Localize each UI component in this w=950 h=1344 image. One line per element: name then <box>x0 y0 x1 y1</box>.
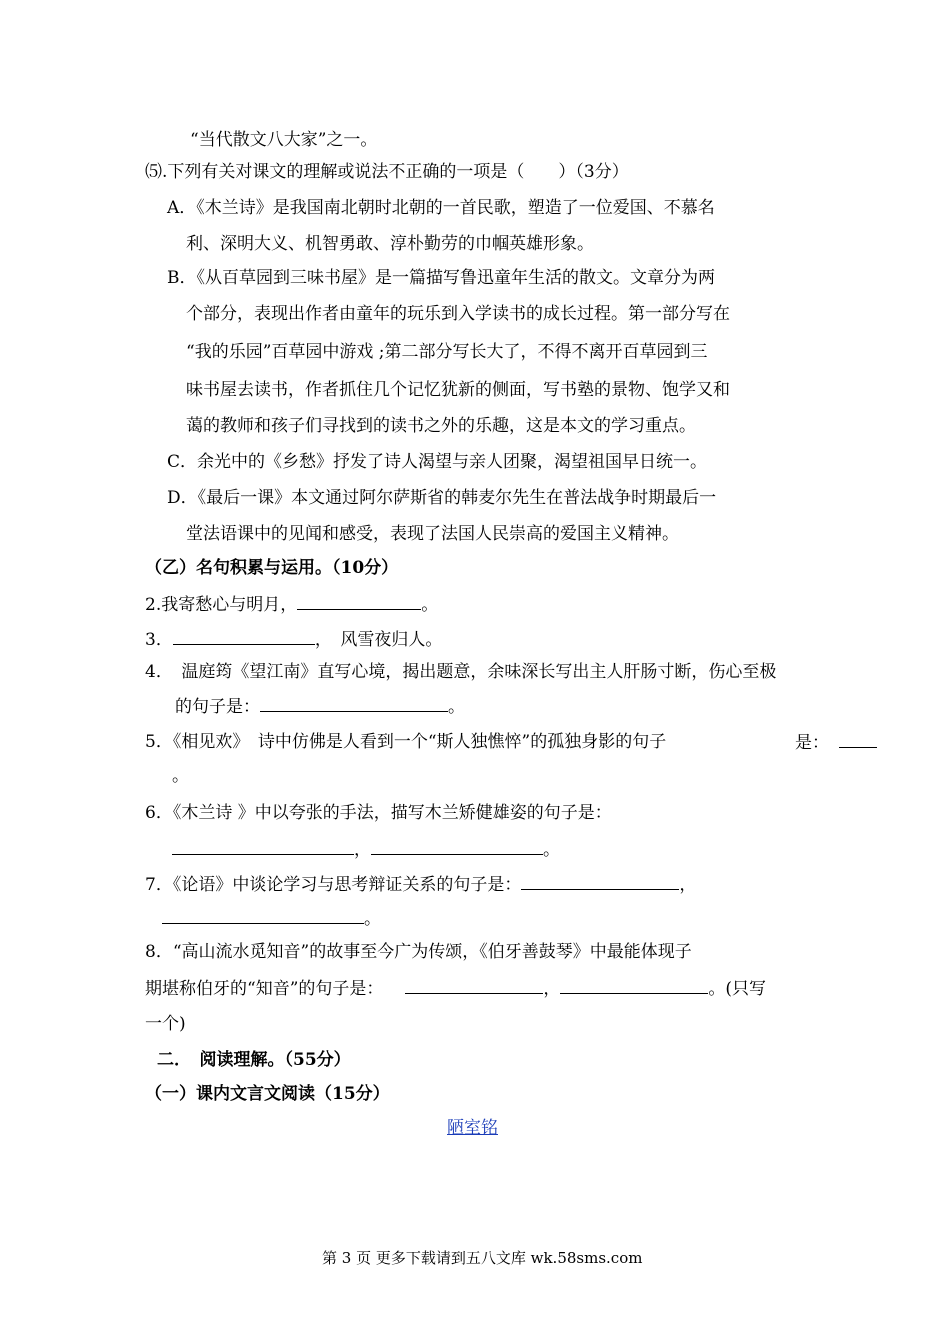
question-8-line3: 一个) <box>145 1014 186 1034</box>
answer-blank[interactable] <box>172 837 354 855</box>
question-7-line2 <box>162 906 381 931</box>
question-7-line1 <box>145 872 696 897</box>
punctuation: 。 <box>448 697 465 717</box>
question-4-text: 的句子是： <box>175 697 260 717</box>
option-d-line1: D．《最后一课》本文通过阿尔萨斯省的韩麦尔先生在普法战争时期最后一 <box>167 488 717 508</box>
question-8-note: 。(只写 <box>708 979 767 999</box>
option-c-line1: C．余光中的《乡愁》抒发了诗人渴望与亲人团聚，渴望祖国早日统一。 <box>167 452 708 472</box>
punctuation: ， <box>354 840 371 860</box>
option-d-line2: 堂法语课中的见闻和感受，表现了法国人民崇高的爱国主义精神。 <box>186 524 679 544</box>
question-2 <box>145 592 438 617</box>
article-title-link[interactable]: 陋室铭 <box>447 1118 498 1138</box>
question-2-text: 2.我寄愁心与明月， <box>145 595 298 615</box>
section-one-heading: （一）课内文言文阅读（15分） <box>145 1084 390 1104</box>
answer-blank[interactable] <box>297 592 421 610</box>
answer-blank[interactable] <box>839 730 877 748</box>
answer-blank[interactable] <box>162 906 364 924</box>
question-5-line2: 。 <box>172 766 189 786</box>
answer-blank[interactable] <box>371 837 543 855</box>
question-5-suffix: 是： <box>795 733 829 753</box>
text-line: “当代散文八大家”之一。 <box>190 130 378 150</box>
option-b-line4: 味书屋去读书，作者抓住几个记忆犹新的侧面，写书塾的景物、饱学又和 <box>186 380 730 400</box>
option-a-line1: A．《木兰诗》是我国南北朝时北朝的一首民歌，塑造了一位爱国、不慕名 <box>167 198 715 218</box>
section-yi-heading: （乙）名句积累与运用。（10分） <box>145 558 399 578</box>
answer-blank[interactable] <box>560 976 708 994</box>
question-7-text: 7．《论语》中谈论学习与思考辩证关系的句子是： <box>145 875 522 895</box>
punctuation: 。 <box>364 909 381 929</box>
question-3-number: 3． <box>145 630 173 650</box>
question-5-text: 5．《相见欢》 诗中仿佛是人看到一个“斯人独憔悴”的孤独身影的句子 <box>145 732 667 752</box>
punctuation: ， <box>543 979 561 999</box>
question-5-stem: ⑸.下列有关对课文的理解或说法不正确的一项是（ ）（3分） <box>145 162 629 182</box>
punctuation: 。 <box>543 840 560 860</box>
section-er-heading: 二． 阅读理解。（55分） <box>157 1050 351 1070</box>
option-a-line2: 利、深明大义、机智勇敢、淳朴勤劳的巾帼英雄形象。 <box>186 234 594 254</box>
question-8-text: 期堪称伯牙的“知音”的句子是： <box>145 979 384 999</box>
option-b-line5: 蔼的教师和孩子们寻找到的读书之外的乐趣，这是本文的学习重点。 <box>186 416 696 436</box>
question-5-line1-end <box>795 730 877 755</box>
punctuation: ， <box>679 875 697 895</box>
question-4-line2 <box>175 694 465 719</box>
question-6-line1: 6．《木兰诗 》中以夸张的手法，描写木兰矫健雄姿的句子是： <box>145 803 612 823</box>
page-footer: 第 3 页 更多下载请到五八文库 wk.58sms.com <box>322 1249 643 1267</box>
question-3-text: ， 风雪夜归人。 <box>314 630 443 650</box>
punctuation: 。 <box>421 595 439 615</box>
option-b-line2: 个部分，表现出作者由童年的玩乐到入学读书的成长过程。第一部分写在 <box>186 304 730 324</box>
question-3 <box>145 627 442 652</box>
question-6-line2 <box>172 837 560 862</box>
option-b-line1: B．《从百草园到三味书屋》是一篇描写鲁迅童年生活的散文。文章分为两 <box>167 268 715 288</box>
answer-blank[interactable] <box>260 694 448 712</box>
question-8-line1: 8．“高山流水觅知音”的故事至今广为传颂，《伯牙善鼓琴》中最能体现子 <box>145 942 692 962</box>
question-5-line1 <box>145 730 666 754</box>
question-8-line2 <box>145 976 766 1001</box>
answer-blank[interactable] <box>173 627 315 645</box>
option-b-line3: “我的乐园”百草园中游戏 ;第二部分写长大了，不得不离开百草园到三 <box>186 342 708 362</box>
answer-blank[interactable] <box>521 872 679 890</box>
question-4-line1: 4． 温庭筠《望江南》直写心境，揭出题意，余味深长写出主人肝肠寸断，伤心至极 <box>145 662 777 682</box>
answer-blank[interactable] <box>405 976 543 994</box>
